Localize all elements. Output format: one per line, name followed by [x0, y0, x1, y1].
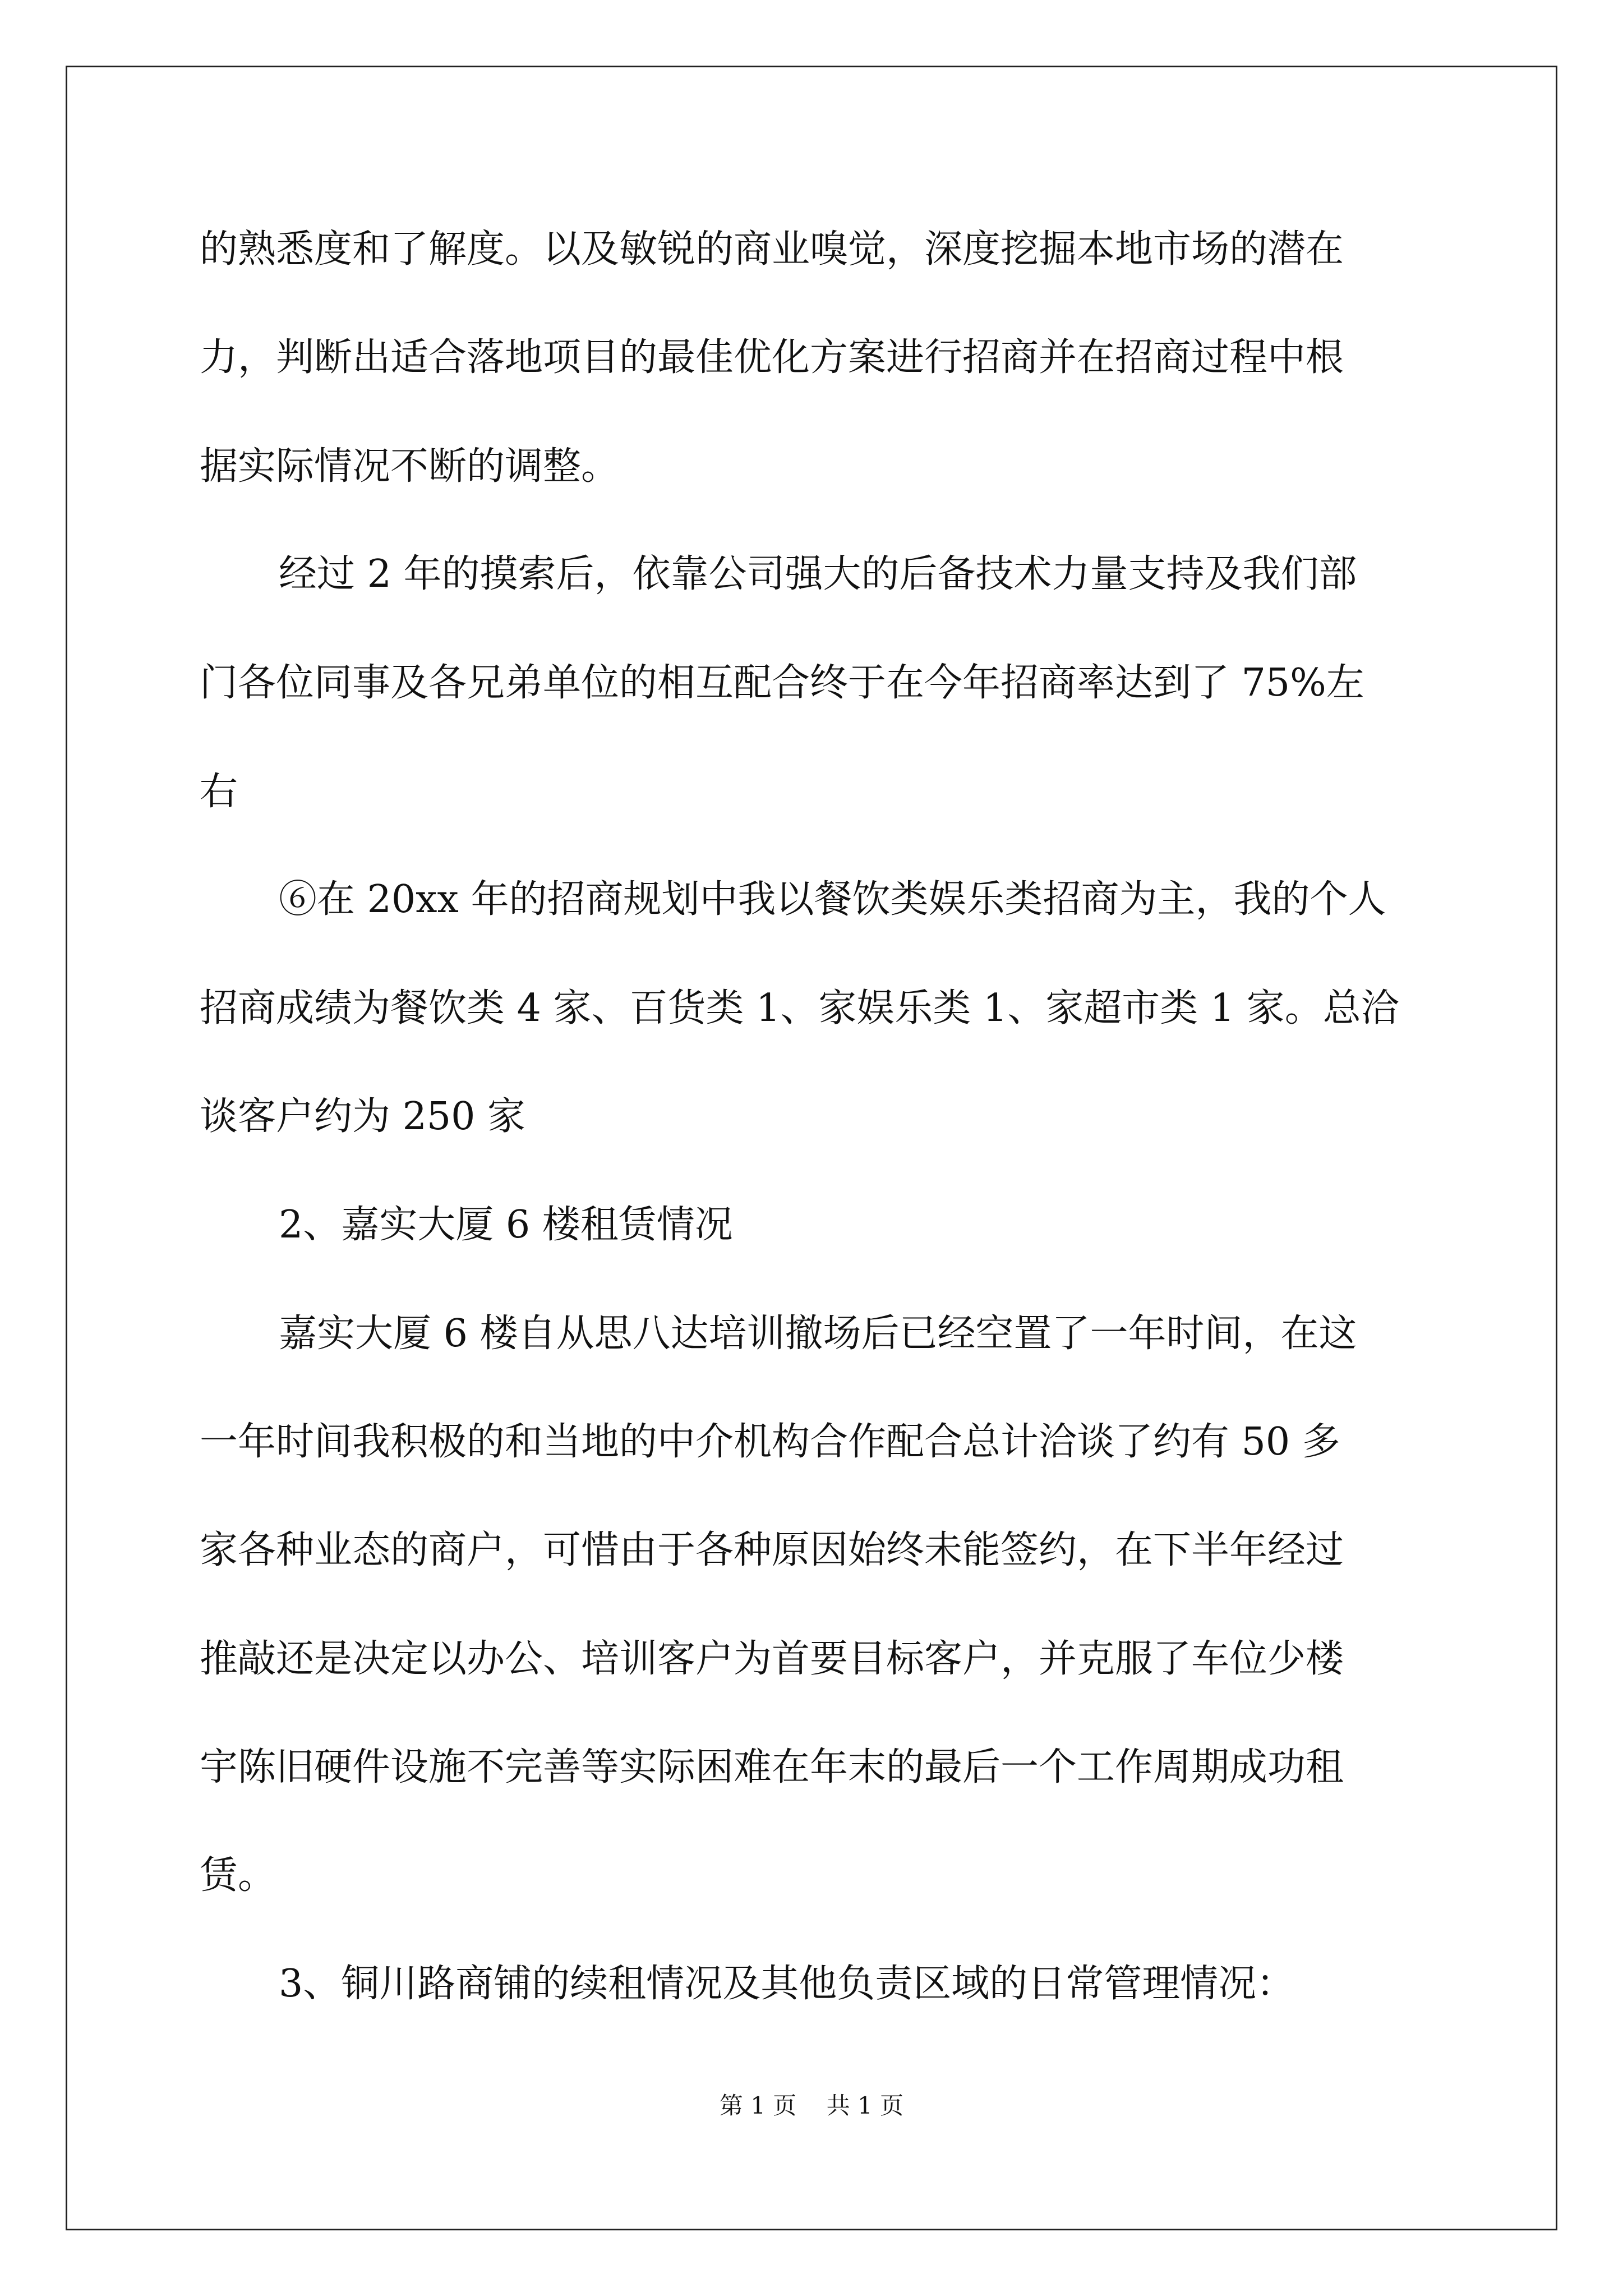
body-text-line: 宇陈旧硬件设施不完善等实际困难在年末的最后一个工作周期成功租 — [200, 1745, 1344, 1789]
body-text-line: 谈客户约为 250 家 — [200, 1094, 526, 1139]
body-text-line: 一年时间我积极的和当地的中介机构合作配合总计洽谈了约有 50 多 — [200, 1420, 1340, 1464]
body-text-line: 的熟悉度和了解度。以及敏锐的商业嗅觉，深度挖掘本地市场的潜在 — [200, 227, 1344, 272]
body-text-line: 嘉实大厦 6 楼自从思八达培训撤场后已经空置了一年时间，在这 — [279, 1312, 1357, 1356]
section-heading: 2、嘉实大厦 6 楼租赁情况 — [279, 1203, 733, 1247]
body-text-line: 推敲还是决定以办公、培训客户为首要目标客户，并克服了车位少楼 — [200, 1637, 1344, 1681]
page-footer: 第 1 页 共 1 页 — [719, 2092, 904, 2119]
body-text-line: 据实际情况不断的调整。 — [200, 444, 620, 489]
body-text-line: ⑥在 20xx 年的招商规划中我以餐饮类娱乐类招商为主，我的个人 — [279, 877, 1386, 922]
page-border — [66, 66, 1557, 2230]
body-text-line: 门各位同事及各兄弟单位的相互配合终于在今年招商率达到了 75%左 — [200, 661, 1364, 705]
body-text-line: 力，判断出适合落地项目的最佳优化方案进行招商并在招商过程中根 — [200, 335, 1344, 380]
body-text-line: 赁。 — [200, 1853, 276, 1898]
body-text-line: 招商成绩为餐饮类 4 家、百货类 1、家娱乐类 1、家超市类 1 家。总洽 — [200, 986, 1399, 1030]
section-heading: 3、铜川路商铺的续租情况及其他负责区域的日常管理情况： — [279, 1962, 1295, 2006]
body-text-line: 经过 2 年的摸索后，依靠公司强大的后备技术力量支持及我们部 — [279, 552, 1357, 596]
body-text-line: 右 — [200, 770, 238, 814]
body-text-line: 家各种业态的商户，可惜由于各种原因始终未能签约，在下半年经过 — [200, 1528, 1344, 1572]
